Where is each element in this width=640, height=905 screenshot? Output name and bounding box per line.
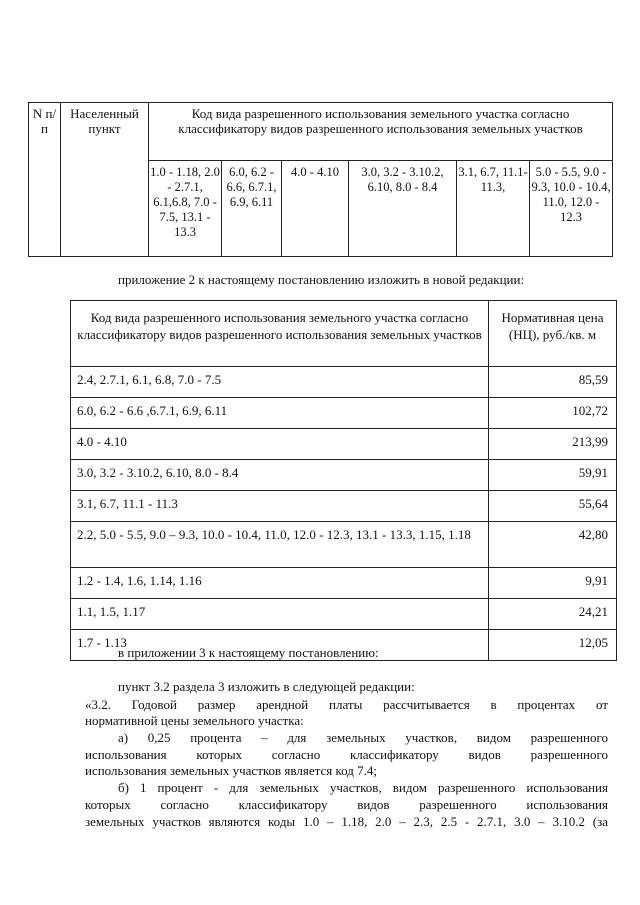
table-row (71, 491, 617, 522)
land-use-code-table (28, 102, 613, 257)
code-group-cell: 6.0, 6.2 - 6.6, 6.7.1, 6.9, 6.11 (222, 161, 282, 257)
price-cell: 59,91 (489, 460, 617, 491)
code-cell: 2.2, 5.0 - 5.5, 9.0 – 9.3, 10.0 - 10.4, 11.0, 12.0 - 12.3, 13.1 - 13.3, 1.15, 1.18 (71, 522, 489, 568)
paragraph-3-2-intro: пункт 3.2 раздела 3 изложить в следующей редакции: (118, 679, 415, 694)
paragraph-line: использования которых согласно классификатору видов разрешенного (85, 747, 608, 762)
paragraph-line: б) 1 процент - для земельных участков, видом разрешенного использования (118, 780, 608, 795)
price-cell: 9,91 (489, 568, 617, 599)
code-group-cell: 1.0 - 1.18, 2.0 - 2.7.1, 6.1,6.8, 7.0 - 7.5, 13.1 - 13.3 (149, 161, 222, 257)
price-cell: 42,80 (489, 522, 617, 568)
table-row (71, 367, 617, 398)
price-cell: 102,72 (489, 398, 617, 429)
code-cell: 3.1, 6.7, 11.1 - 11.3 (71, 491, 489, 522)
table-row (71, 522, 617, 568)
appendix-2-intro: приложение 2 к настоящему постановлению изложить в новой редакции: (118, 272, 525, 287)
code-cell: 4.0 - 4.10 (71, 429, 489, 460)
price-cell: 24,21 (489, 599, 617, 630)
header-land-use-code: Код вида разрешенного использования земельного участка согласно классификатору видов разрешенного использования земельных участков (149, 103, 613, 161)
table-row (71, 460, 617, 491)
table-row (71, 398, 617, 429)
paragraph-line: «3.2. Годовой размер арендной платы рассчитывается в процентах от (85, 697, 608, 712)
code-group-cell: 5.0 - 5.5, 9.0 - 9.3, 10.0 - 10.4, 11.0, 12.0 - 12.3 (530, 161, 613, 257)
code-cell: 1.7 - 1.13 (71, 630, 489, 661)
header-number: N п/п (29, 103, 61, 257)
table-row (71, 568, 617, 599)
code-cell: 2.4, 2.7.1, 6.1, 6.8, 7.0 - 7.5 (71, 367, 489, 398)
paragraph-line: земельных участков являются коды 1.0 – 1.18, 2.0 – 2.3, 2.5 - 2.7.1, 3.0 – 3.10.2 (за (85, 814, 608, 829)
code-group-cell: 4.0 - 4.10 (282, 161, 349, 257)
table-row (71, 429, 617, 460)
price-cell: 85,59 (489, 367, 617, 398)
code-cell: 1.2 - 1.4, 1.6, 1.14, 1.16 (71, 568, 489, 599)
price-cell: 12,05 (489, 630, 617, 661)
code-cell: 6.0, 6.2 - 6.6 ,6.7.1, 6.9, 6.11 (71, 398, 489, 429)
appendix-3-intro: в приложении 3 к настоящему постановлению: (118, 645, 379, 660)
paragraph-line: использования земельных участков является код 7.4; (85, 763, 377, 778)
paragraph-line: а) 0,25 процента – для земельных участков, видом разрешенного (118, 730, 608, 745)
code-cell: 3.0, 3.2 - 3.10.2, 6.10, 8.0 - 8.4 (71, 460, 489, 491)
table-row (71, 599, 617, 630)
code-cell: 1.1, 1.5, 1.17 (71, 599, 489, 630)
code-group-cell: 3.0, 3.2 - 3.10.2, 6.10, 8.0 - 8.4 (349, 161, 457, 257)
header-land-use-code: Код вида разрешенного использования земельного участка согласно классификатору видов разрешенного использования земельных участков (71, 301, 489, 367)
paragraph-line: нормативной цены земельного участка: (85, 713, 304, 728)
paragraph-line: которых согласно классификатору видов разрешенного использования (85, 797, 608, 812)
code-group-cell: 3.1, 6.7, 11.1-11.3, (457, 161, 530, 257)
normative-price-table (70, 300, 617, 661)
price-cell: 55,64 (489, 491, 617, 522)
price-cell: 213,99 (489, 429, 617, 460)
header-normative-price: Нормативная цена (НЦ), руб./кв. м (489, 301, 617, 367)
header-settlement: Населенный пункт (61, 103, 149, 257)
